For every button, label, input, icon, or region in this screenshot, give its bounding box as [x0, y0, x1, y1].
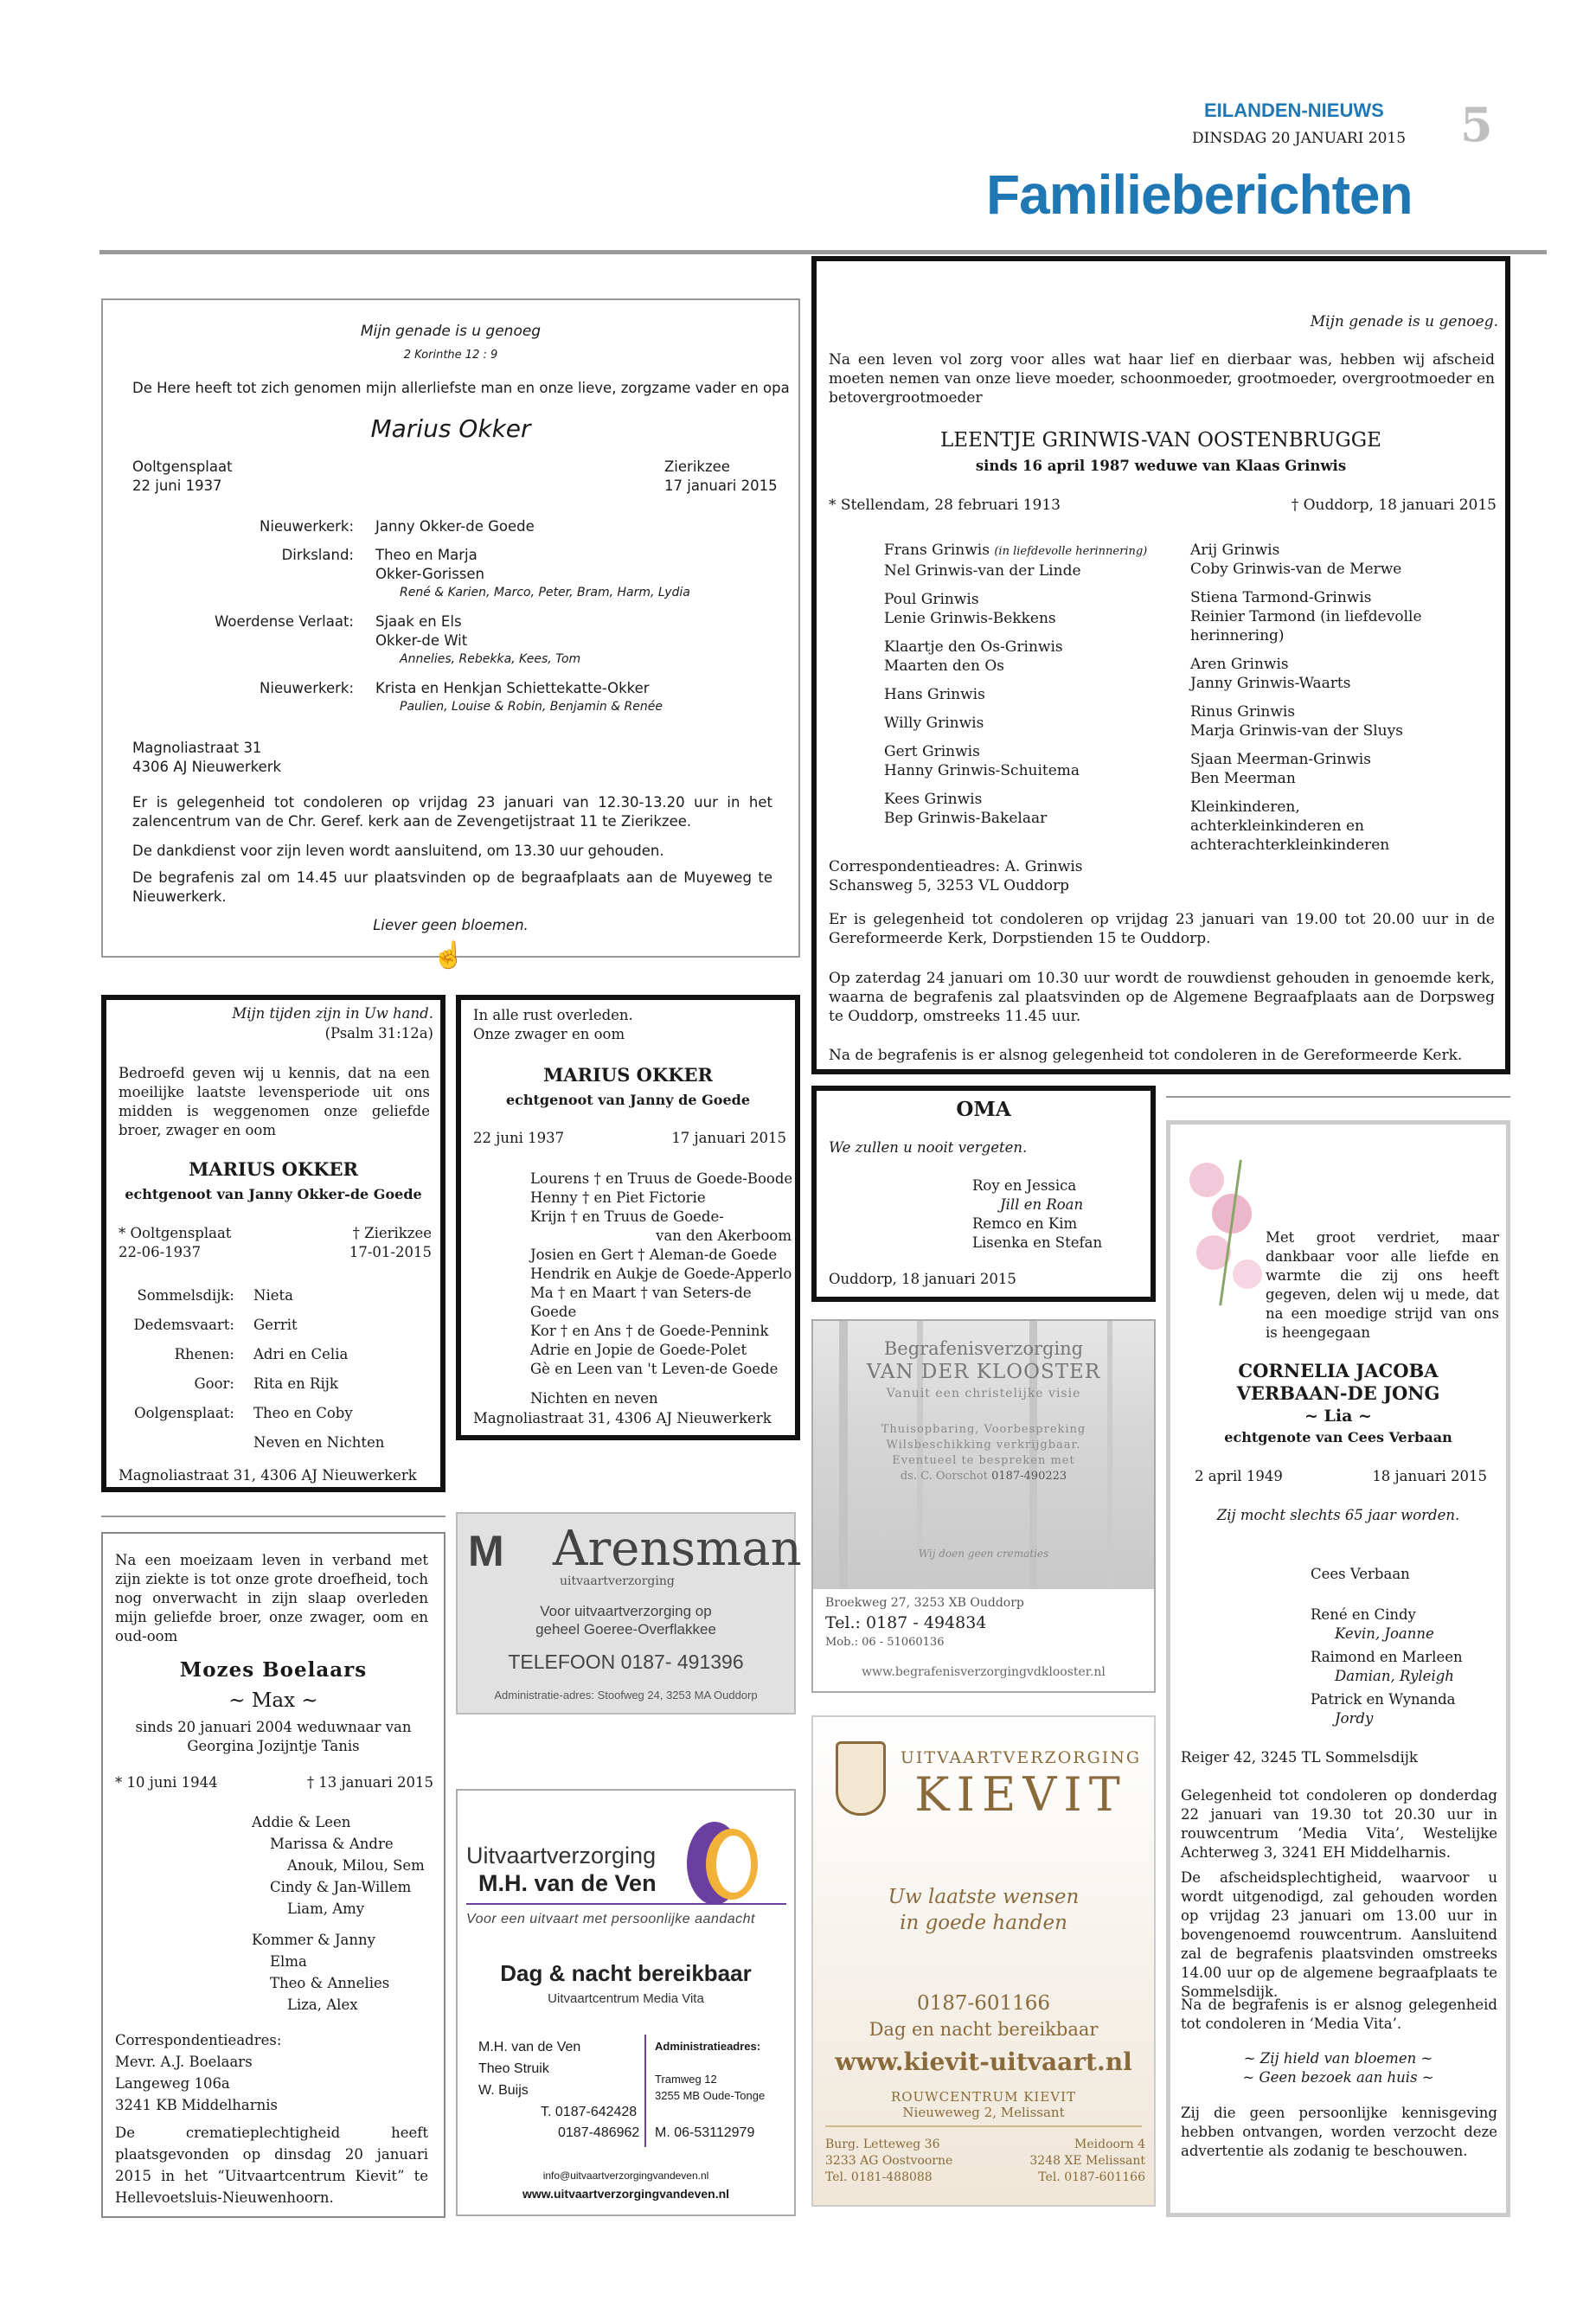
ad-phone: Tel. 0181-488088	[825, 2170, 933, 2184]
family-name: René en Cindy	[1311, 1606, 1416, 1623]
child-name: Ben Meerman	[1190, 770, 1296, 787]
family-name: Adrie en Jopie de Goede-Polet	[530, 1342, 747, 1358]
child-name: Sjaan Meerman-Grinwis	[1190, 751, 1371, 768]
ad-phone: T. 0187-642428	[541, 2105, 638, 2119]
family-name: Gè en Leen van 't Leven-de Goede	[530, 1361, 779, 1377]
family-place: Nieuwerkerk:	[260, 518, 354, 535]
ad-line: Begrafenisverzorging	[883, 1338, 1084, 1359]
family-name: Liam, Amy	[287, 1900, 365, 1917]
family-place: Woerdense Verlaat:	[215, 613, 354, 630]
family-name: Addie & Leen	[252, 1814, 351, 1830]
grandchildren: René & Karien, Marco, Peter, Bram, Harm, Lydia	[400, 586, 690, 599]
intro: In alle rust overleden.	[473, 1007, 633, 1023]
family-name: Damian, Ryleigh	[1335, 1668, 1454, 1684]
family-name: Kor † en Ans † de Goede-Pennink	[530, 1323, 769, 1339]
child-name: Janny Grinwis-Waarts	[1190, 675, 1351, 692]
ad-line: uitvaartverzorging	[560, 1574, 675, 1588]
motto: Mijn genade is u genoeg	[360, 323, 542, 340]
age-note: Zij mocht slechts 65 jaar worden.	[1216, 1507, 1460, 1523]
family-name: Krijn † en Truus de Goede-	[530, 1208, 724, 1225]
ad-brand: VAN DER KLOOSTER	[866, 1361, 1101, 1383]
notice-title: OMA	[956, 1098, 1011, 1121]
correspondence: Correspondentieadres:	[115, 2032, 282, 2048]
ad-address: 3255 MB Oude-Tonge	[655, 2089, 766, 2102]
ad-phone: Tel. 0187-601166	[1038, 2170, 1145, 2184]
family-list	[530, 1170, 798, 1408]
family-name: Kommer & Janny	[252, 1932, 375, 1948]
page-number: 5	[1460, 97, 1493, 152]
family-place: Dedemsvaart:	[133, 1317, 234, 1333]
column-rule	[1166, 1096, 1510, 1098]
family-name: Gerrit	[253, 1317, 298, 1333]
notice-okker-family	[101, 995, 445, 1492]
ven-logo-icon	[687, 1822, 758, 1905]
deceased-name: Marius Okker	[370, 414, 531, 443]
child-name: Hanny Grinwis-Schuitema	[884, 762, 1080, 779]
ad-phone: TELEFOON 0187- 491396	[508, 1650, 744, 1673]
family-name: Theo en Marja	[375, 547, 478, 563]
family-name: Marissa & Andre	[270, 1836, 394, 1852]
ad-address: Nieuweweg 2, Melissant	[902, 2105, 1065, 2120]
family-name: Henny † en Piet Fictorie	[530, 1189, 706, 1206]
death-date: 17-01-2015	[349, 1244, 432, 1260]
intro: Na een leven vol zorg voor alles wat haar lief en dierbaar was, hebben wij afscheid moeten nemen van onze lieve moeder, schoonmoeder, grootmoeder, overgrootmoeder en betovergrootmoeder	[829, 351, 1495, 407]
notice-verbaan	[1166, 1120, 1510, 2217]
deceased-name: CORNELIA JACOBA	[1238, 1360, 1439, 1381]
ad-name: Theo Struik	[478, 2061, 549, 2076]
ad-mobile: M. 06-53112979	[655, 2125, 755, 2140]
birth-place: * Ooltgensplaat	[119, 1225, 232, 1241]
ad-website[interactable]: www.begrafenisverzorgingvdklooster.nl	[862, 1665, 1106, 1679]
condolence-text: Er is gelegenheid tot condoleren op vrijdag 23 januari van 19.00 tot 20.00 uur in de Gereformeerde Kerk, Dorpstienden 15 te Ouddorp.	[829, 911, 1495, 947]
child-name: Hans Grinwis	[884, 686, 985, 703]
child-name: Aren Grinwis	[1190, 656, 1289, 673]
nickname: ~ Lia ~	[1304, 1407, 1372, 1426]
ad-phone: 0187-486962	[558, 2125, 640, 2140]
correspondence: 3241 KB Middelharnis	[115, 2097, 278, 2113]
notice-oma	[811, 1086, 1156, 1302]
family-name: Kevin, Joanne	[1335, 1625, 1434, 1642]
died: † Ouddorp, 18 januari 2015	[1291, 497, 1497, 514]
family-name: Patrick en Wynanda	[1311, 1691, 1456, 1708]
ad-address: Administratie-adres: Stoofweg 24, 3253 MA Ouddorp	[494, 1689, 758, 1702]
closing-text: Liever geen bloemen.	[373, 917, 529, 933]
ad-line: Eventueel te bespreken met	[892, 1454, 1075, 1467]
child-name: Bep Grinwis-Bakelaar	[884, 810, 1048, 827]
ad-brand: KIEVIT	[914, 1767, 1127, 1822]
child-name: achterkleinkinderen en	[1190, 817, 1364, 835]
grandchildren: Annelies, Rebekka, Kees, Tom	[400, 652, 581, 666]
column-rule	[101, 1516, 445, 1517]
family-place: Goor:	[194, 1375, 234, 1392]
arensman-logo-icon: M	[468, 1527, 501, 1575]
spouse-note: echtgenoot van Janny Okker-de Goede	[125, 1186, 422, 1202]
family-name: Sjaak en Els	[375, 613, 462, 630]
family-name: Lisenka en Stefan	[972, 1234, 1103, 1251]
ad-address: Meidoorn 4	[1074, 2138, 1145, 2151]
service-text: De afscheidsplechtigheid, waarvoor u wordt uitgenodigd, zal gehouden worden op vrijdag 23 januari om 13.00 uur in bovengenoemd rouwcentrum. Aansluitend zal de begrafenis plaatsvinden omstreeks 14.00 uur op de algemene begraafplaats te Sommelsdijk.	[1181, 1869, 1497, 2000]
birth-date: 22 juni 1937	[132, 478, 222, 494]
child-name: Reinier Tarmond (in liefdevolle herinnering)	[1190, 608, 1422, 644]
ad-address: Tramweg 12	[655, 2073, 717, 2086]
ad-line: ds. C. Oorschot 0187-490223	[900, 1470, 1067, 1483]
family-name: Nieta	[253, 1287, 293, 1304]
death-place: † Zierikzee	[352, 1225, 432, 1241]
deceased-name: MARIUS OKKER	[543, 1064, 713, 1086]
tagline: We zullen u nooit vergeten.	[829, 1139, 1028, 1156]
birth-date: * 10 juni 1944	[115, 1774, 218, 1791]
ad-van-der-klooster	[811, 1319, 1156, 1693]
child-name: Marja Grinwis-van der Sluys	[1190, 722, 1403, 740]
birth-date: 2 april 1949	[1195, 1468, 1283, 1484]
family-name: Lourens † en Truus de Goede-Boode	[530, 1170, 793, 1187]
born: * Stellendam, 28 februari 1913	[829, 497, 1061, 514]
child-name: Coby Grinwis-van de Merwe	[1190, 561, 1402, 578]
children-right	[1190, 541, 1502, 855]
ad-slogan: Voor een uitvaart met persoonlijke aandacht	[466, 1912, 755, 1926]
condolence-text: Er is gelegenheid tot condoleren op vrijdag 23 januari van 12.30-13.20 uur in het zalencentrum van de Chr. Geref. kerk aan de Zevengetijstraat 11 te Zierikzee.	[132, 794, 772, 830]
child-name: Willy Grinwis	[884, 715, 984, 732]
ad-line: Vanuit een christelijke visie	[886, 1387, 1081, 1400]
family-name: Nichten en neven	[530, 1390, 658, 1407]
scripture-ref: (Psalm 31:12a)	[324, 1025, 433, 1042]
family-name: van den Akerboom	[656, 1227, 792, 1244]
correspondence: Schansweg 5, 3253 VL Ouddorp	[829, 877, 1069, 894]
address-line: 4306 AJ Nieuwerkerk	[132, 759, 282, 775]
ad-line: UITVAARTVERZORGING	[900, 1748, 1142, 1767]
widower-note: sinds 20 januari 2004 weduwnaar van	[135, 1719, 412, 1735]
family-place: Rhenen:	[174, 1346, 234, 1362]
widower-note: Georgina Jozijntje Tanis	[187, 1738, 360, 1754]
family-name: Krista en Henkjan Schiettekatte-Okker	[375, 680, 650, 696]
condolence-text: Gelegenheid tot condoleren op donderdag 22 januari van 19.30 tot 20.30 uur in rouwcentrum ‘Media Vita’, Westelijke Achterweg 3, 3241 EH Middelharnis.	[1181, 1787, 1497, 1861]
family-name: Okker-de Wit	[375, 632, 468, 649]
family-name: Neven en Nichten	[253, 1434, 385, 1451]
grandchildren: Paulien, Louise & Robin, Benjamin & Renée	[400, 700, 663, 714]
deceased-name: Mozes Boelaars	[179, 1658, 368, 1682]
child-name: Rinus Grinwis	[1190, 703, 1296, 721]
correspondence: Correspondentieadres: A. Grinwis	[829, 858, 1083, 875]
intro: Onze zwager en oom	[473, 1026, 625, 1042]
correspondence: Mevr. A.J. Boelaars	[115, 2054, 253, 2070]
place-date: Ouddorp, 18 januari 2015	[829, 1271, 1016, 1287]
address-line: Magnoliastraat 31, 4306 AJ Nieuwerkerk	[473, 1410, 772, 1426]
intro: De Here heeft tot zich genomen mijn allerliefste man en onze lieve, zorgzame vader en opa	[132, 380, 790, 396]
ad-mobile: Mob.: 06 - 51060136	[825, 1636, 945, 1649]
ad-line: Wilsbeschikking verkrijgbaar.	[886, 1439, 1081, 1452]
ad-email[interactable]: info@uitvaartverzorgingvandeven.nl	[542, 2170, 709, 2182]
family-name: Cees Verbaan	[1311, 1566, 1410, 1582]
family-name: Jordy	[1335, 1710, 1374, 1727]
orchid-icon	[1183, 1159, 1278, 1306]
death-place: Zierikzee	[664, 458, 730, 475]
family-name: Hendrik en Aukje de Goede-Apperlo	[530, 1266, 792, 1282]
address-line: Magnoliastraat 31, 4306 AJ Nieuwerkerk	[119, 1467, 417, 1484]
family-name: Theo & Annelies	[270, 1975, 390, 1991]
correspondence: Langeweg 106a	[115, 2075, 230, 2092]
family-place: Oolgensplaat:	[134, 1405, 234, 1421]
death-date: 17 januari 2015	[671, 1130, 786, 1146]
birth-date: 22 juni 1937	[473, 1130, 565, 1146]
section-title: Familieberichten	[986, 163, 1413, 226]
child-name: Kees Grinwis	[884, 791, 983, 808]
family-place: Sommelsdijk:	[137, 1287, 234, 1304]
ad-slogan: Uw laatste wensen	[888, 1886, 1080, 1908]
family-name: Jill en Roan	[1000, 1196, 1084, 1213]
address-line: Magnoliastraat 31	[132, 740, 262, 756]
header-rule	[99, 250, 1547, 254]
ad-arensman	[456, 1512, 802, 1715]
child-name: Frans Grinwis (in liefdevolle herinnering)	[884, 542, 1148, 559]
ad-line: Thuisopbaring, Voorbespreking	[881, 1423, 1086, 1436]
intro: Na een moeizaam leven in verband met zijn ziekte is tot onze grote droefheid, toch nog onverwacht in zijn slaap overleden mijn geliefde broer, onze zwager, oom en oud-oom	[115, 1552, 428, 1644]
child-name: Lenie Grinwis-Bekkens	[884, 610, 1056, 627]
ad-brand: Arensman	[553, 1521, 802, 1577]
family-name: Janny Okker-de Goede	[375, 518, 535, 535]
family-name: Anouk, Milou, Sem	[287, 1857, 425, 1874]
paper-name: EILANDEN-NIEUWS	[1204, 99, 1384, 121]
scripture-ref: 2 Korinthe 12 : 9	[403, 349, 498, 362]
ad-address: 3248 XE Melissant	[1029, 2154, 1145, 2168]
ad-admin-label: Administratieadres:	[655, 2040, 761, 2053]
family-place: Nieuwerkerk:	[260, 680, 354, 696]
burial-text: De begrafenis zal om 14.45 uur plaatsvinden op de begraafplaats aan de Muyeweg te Nieuwerkerk.	[132, 869, 772, 905]
ad-line: Wij doen geen crematies	[918, 1548, 1049, 1560]
ad-line: Uitvaartverzorging	[466, 1843, 657, 1868]
family-name: Elma	[270, 1953, 307, 1970]
nickname: ~ Max ~	[228, 1689, 318, 1712]
spouse-note: echtgenoot van Janny de Goede	[505, 1092, 750, 1108]
death-date: † 13 januari 2015	[306, 1774, 433, 1791]
ad-address: Burg. Letteweg 36	[825, 2138, 940, 2151]
children-left	[884, 541, 1178, 828]
family-name: Cindy & Jan-Willem	[270, 1879, 412, 1895]
ad-address: Broekweg 27, 3253 XB Ouddorp	[825, 1596, 1024, 1610]
deceased-name: MARIUS OKKER	[189, 1158, 358, 1180]
notice-disclaimer: Zij die geen persoonlijke kennisgeving hebben ontvangen, worden verzocht deze advertentie als zodanig te beschouwen.	[1181, 2105, 1497, 2159]
ad-brand: M.H. van de Ven	[478, 1870, 657, 1896]
notice-boelaars	[101, 1532, 445, 2218]
ad-line: Uitvaartcentrum Media Vita	[548, 1991, 704, 2006]
ad-phone: Tel.: 0187 - 494834	[825, 1613, 987, 1632]
spouse-note: echtgenote van Cees Verbaan	[1224, 1429, 1452, 1445]
closing-text: ~ Geen bezoek aan huis ~	[1242, 2069, 1434, 2086]
service-text: Op zaterdag 24 januari om 10.30 uur wordt de rouwdienst gehouden in genoemde kerk, waarna de begrafenis zal plaatsvinden op de Algemene Begraafplaats aan de Dorpsweg te Ouddorp, omstreeks 11.45 uur.	[829, 970, 1495, 1025]
hand-cursor-icon: ☝	[433, 940, 465, 971]
family-name: Okker-Gorissen	[375, 566, 484, 582]
family-name: Remco en Kim	[972, 1215, 1078, 1232]
child-name: Arij Grinwis	[1190, 542, 1280, 559]
ad-heading: Dag & nacht bereikbaar	[500, 1960, 752, 1986]
ad-website[interactable]: www.uitvaartverzorgingvandeven.nl	[522, 2187, 730, 2201]
motto: Mijn genade is u genoeg.	[1310, 313, 1498, 330]
ad-line: Voor uitvaartverzorging op	[540, 1603, 712, 1619]
notice-grinwis	[811, 256, 1510, 1074]
service-text: De dankdienst voor zijn leven wordt aansluitend, om 13.30 uur gehouden.	[132, 843, 664, 859]
family-place: Dirksland:	[281, 547, 354, 563]
family-name: Josien en Gert † Aleman-de Goede	[530, 1247, 778, 1263]
family-name: Roy en Jessica	[972, 1177, 1077, 1194]
child-name: Poul Grinwis	[884, 591, 979, 608]
ad-line: Dag en nacht bereikbaar	[869, 2019, 1099, 2040]
ad-van-de-ven	[456, 1789, 796, 2216]
family-name: Theo en Coby	[253, 1405, 353, 1421]
family-name: Raimond en Marleen	[1311, 1649, 1463, 1665]
address-line: Reiger 42, 3245 TL Sommelsdijk	[1181, 1749, 1418, 1766]
ad-phone: 0187-601166	[916, 1992, 1051, 2015]
ad-kievit	[811, 1715, 1156, 2207]
family-name: Liza, Alex	[287, 1997, 358, 2013]
child-name: achterachterkleinkinderen	[1190, 836, 1390, 854]
closing-text: ~ Zij hield van bloemen ~	[1243, 2050, 1433, 2067]
intro: Bedroefd geven wij u kennis, dat na een moeilijke laatste levensperiode uit ons midden is weggenomen onze geliefde broer, zwager en oom	[119, 1065, 430, 1138]
crest-icon	[836, 1741, 886, 1816]
intro: Met groot verdriet, maar dankbaar voor alle liefde en warmte die zij ons heeft gegeven, delen wij u mede, dat na een moedige strijd van ons is heengegaan	[1266, 1229, 1499, 1341]
widow-note: sinds 16 april 1987 weduwe van Klaas Grinwis	[975, 458, 1347, 474]
child-name: Maarten den Os	[884, 657, 1005, 675]
after-burial-text: Na de begrafenis is er alsnog gelegenheid tot condoleren in de Gereformeerde Kerk.	[829, 1047, 1463, 1064]
child-name: Klaartje den Os-Grinwis	[884, 638, 1063, 656]
family-name: Adri en Celia	[253, 1346, 349, 1362]
ad-website[interactable]: www.kievit-uitvaart.nl	[835, 2048, 1132, 2076]
issue-date: DINSDAG 20 JANUARI 2015	[1192, 130, 1407, 147]
deceased-name: VERBAAN-DE JONG	[1236, 1382, 1440, 1404]
death-date: 17 januari 2015	[664, 478, 778, 494]
child-name: Nel Grinwis-van der Linde	[884, 562, 1081, 580]
ad-name: W. Buijs	[478, 2083, 529, 2098]
after-burial-text: Na de begrafenis is er alsnog gelegenheid tot condoleren in ‘Media Vita’.	[1181, 1997, 1497, 2032]
birth-date: 22-06-1937	[119, 1244, 202, 1260]
ad-slogan: in goede handen	[900, 1912, 1067, 1934]
child-name: Stiena Tarmond-Grinwis	[1190, 589, 1372, 606]
motto: Mijn tijden zijn in Uw hand.	[232, 1005, 433, 1022]
family-name: Ma † en Maart † van Seters-de Goede	[530, 1285, 752, 1320]
ad-address: 3233 AG Oostvoorne	[825, 2154, 953, 2168]
closing-text: De crematieplechtigheid heeft plaatsgevonden op dinsdag 20 januari 2015 in het “Uitvaartcentrum Kievit” te Hellevoetsluis-Nieuwenhoorn.	[115, 2125, 428, 2206]
ad-line: geheel Goeree-Overflakkee	[535, 1621, 716, 1638]
ad-name: M.H. van de Ven	[478, 2040, 581, 2054]
ad-line: ROUWCENTRUM KIEVIT	[890, 2089, 1077, 2105]
death-date: 18 januari 2015	[1372, 1468, 1487, 1484]
family-name: Rita en Rijk	[253, 1375, 338, 1392]
birth-place: Ooltgensplaat	[132, 458, 233, 475]
child-name: Gert Grinwis	[884, 743, 980, 760]
notice-okker-sans	[101, 298, 800, 958]
child-name: Kleinkinderen,	[1190, 798, 1300, 816]
deceased-name: LEENTJE GRINWIS-VAN OOSTENBRUGGE	[940, 429, 1381, 452]
notice-okker-inlaws	[456, 995, 800, 1440]
